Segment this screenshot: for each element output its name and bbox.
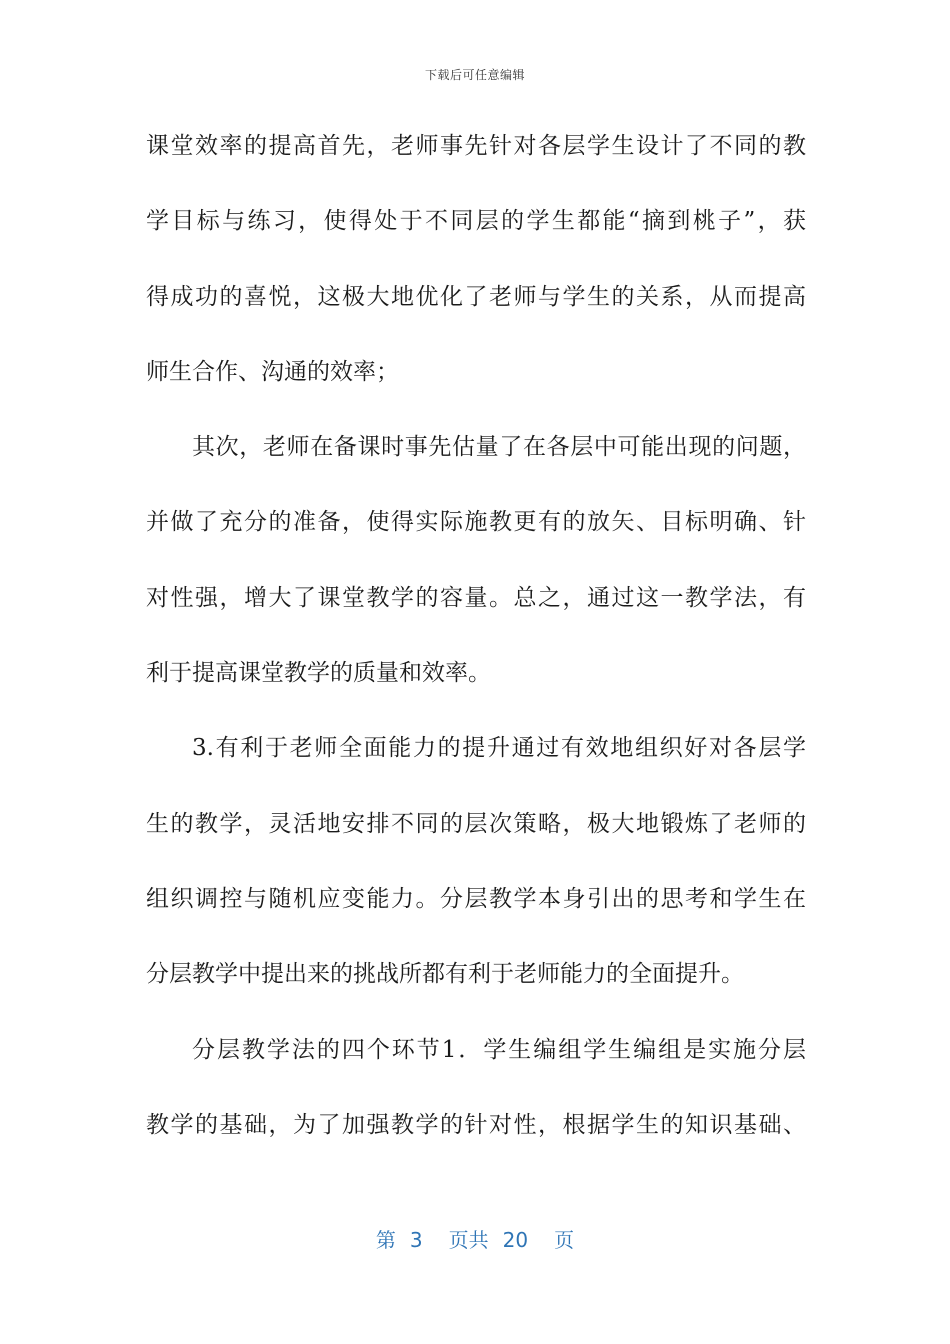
text-line: 课堂效率的提高首先，老师事先针对各层学生设计了不同的教 xyxy=(146,133,806,159)
footer-middle: 页共 xyxy=(448,1228,489,1252)
text-line: 并做了充分的准备，使得实际施教更有的放矢、目标明确、针 xyxy=(146,509,806,536)
text-line: 师生合作、沟通的效率； xyxy=(146,358,399,385)
text-line: 学目标与练习，使得处于不同层的学生都能“摘到桃子”，获 xyxy=(146,208,806,235)
text-line: 对性强，增大了课堂教学的容量。总之，通过这一教学法，有 xyxy=(146,584,806,611)
document-body xyxy=(146,121,806,1175)
text-line: 利于提高课堂教学的质量和效率。 xyxy=(146,660,491,687)
text-line: 生的教学，灵活地安排不同的层次策略，极大地锻炼了老师的 xyxy=(146,810,806,837)
text-line: 其次，老师在备课时事先估量了在各层中可能出现的问题， xyxy=(192,434,806,461)
text-line: 得成功的喜悦，这极大地优化了老师与学生的关系，从而提高 xyxy=(146,283,806,310)
text-line: 分层教学中提出来的挑战所都有利于老师能力的全面提升。 xyxy=(146,961,744,988)
total-pages-number: 20 xyxy=(502,1228,529,1252)
page-header-note: 下载后可任意编辑 xyxy=(424,68,525,82)
text-line: 分层教学法的四个环节1．学生编组学生编组是实施分层 xyxy=(192,1036,806,1063)
text-line: 教学的基础，为了加强教学的针对性，根据学生的知识基础、 xyxy=(146,1111,806,1138)
page-footer xyxy=(0,1224,950,1253)
footer-suffix: 页 xyxy=(554,1228,575,1252)
text-line: 3.有利于老师全面能力的提升通过有效地组织好对各层学 xyxy=(192,735,806,762)
footer-prefix: 第 xyxy=(375,1228,396,1252)
current-page-number: 3 xyxy=(409,1228,423,1252)
text-line: 组织调控与随机应变能力。分层教学本身引出的思考和学生在 xyxy=(146,885,806,912)
